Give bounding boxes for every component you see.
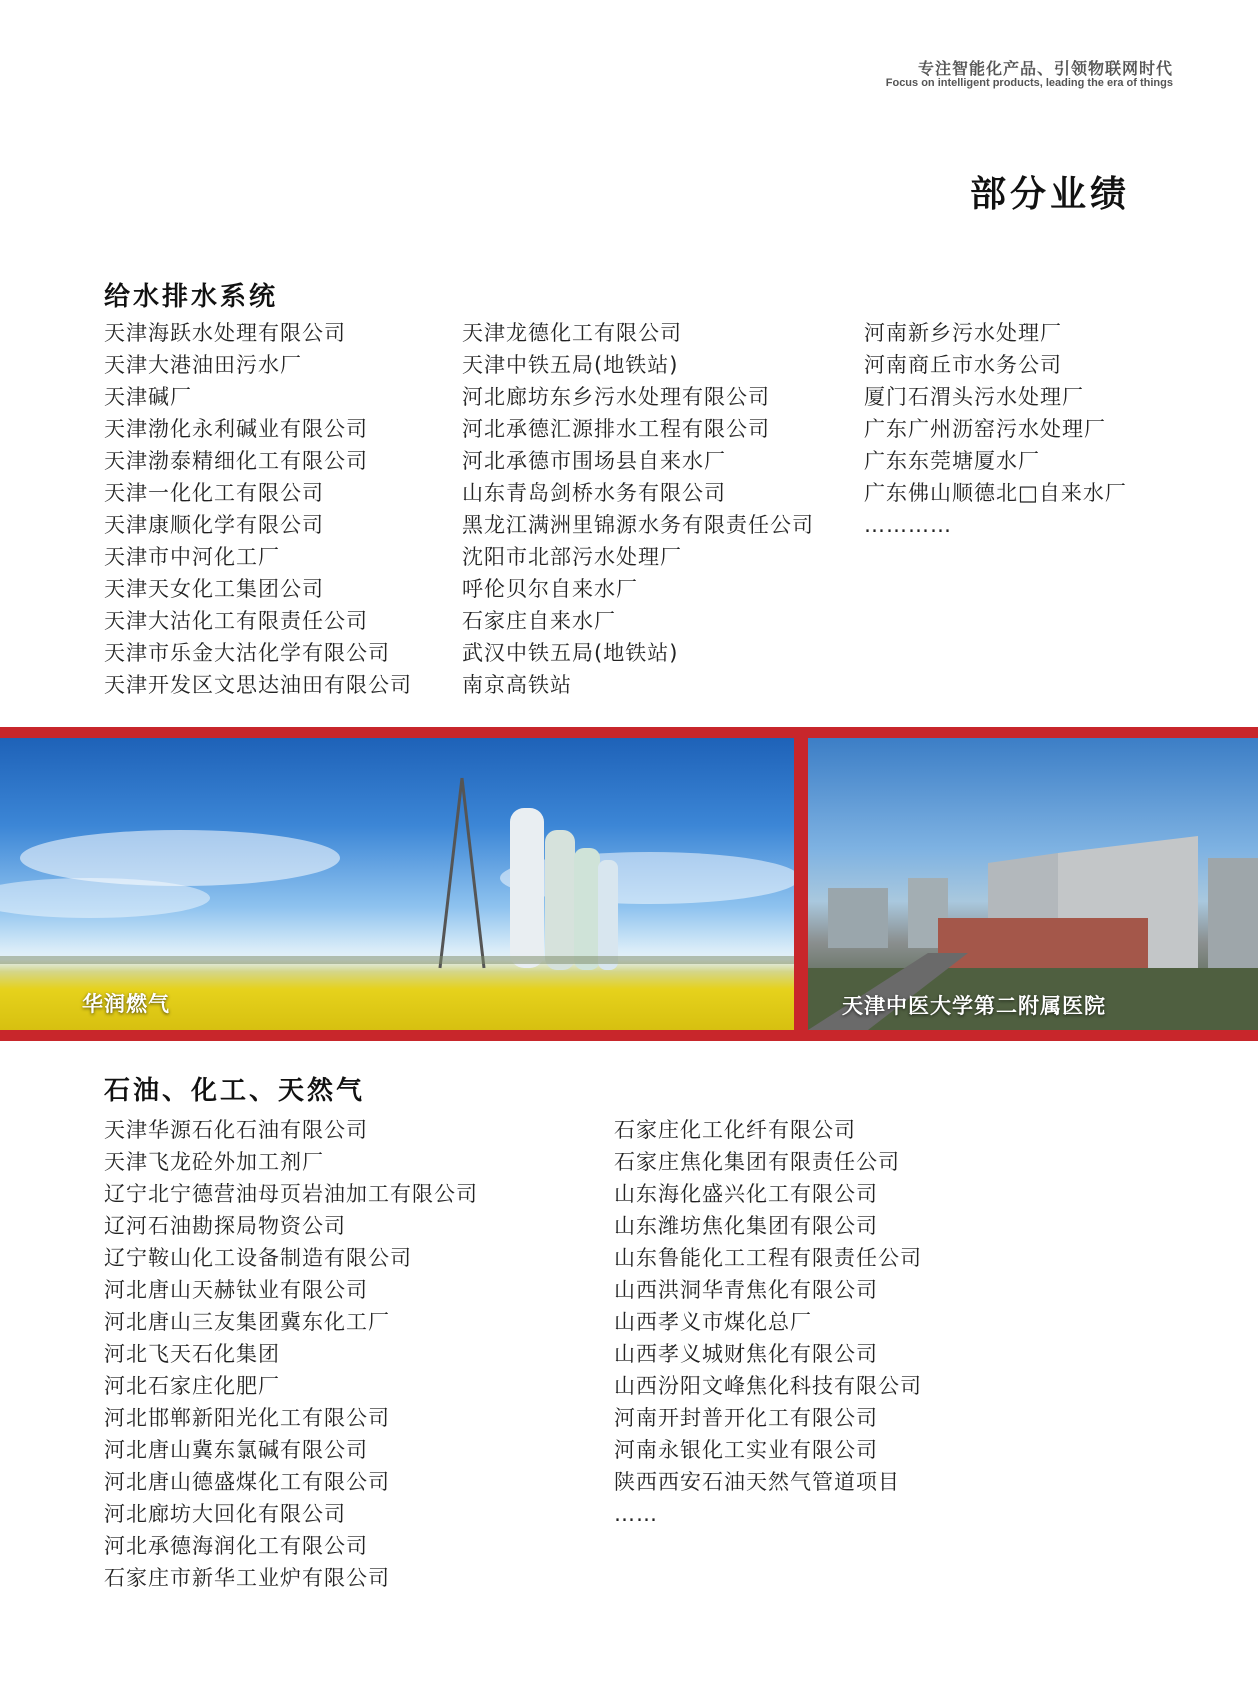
list-item: 天津市中河化工厂	[104, 545, 280, 569]
list-item: 广东东莞塘厦水厂	[864, 449, 1040, 473]
list-item: ……	[614, 1502, 658, 1526]
list-item: 石家庄市新华工业炉有限公司	[104, 1566, 390, 1590]
list-item: 沈阳市北部污水处理厂	[462, 545, 682, 569]
tagline-en: Focus on intelligent products, leading the era of things	[885, 77, 1173, 89]
list-item: 河南商丘市水务公司	[864, 353, 1062, 377]
list-item: 河南开封普开化工有限公司	[614, 1406, 878, 1430]
water-list-col1	[104, 317, 412, 701]
list-item: 河北廊坊大回化有限公司	[104, 1502, 346, 1526]
list-item: 天津华源石化石油有限公司	[104, 1118, 368, 1142]
list-item: 河北唐山冀东氯碱有限公司	[104, 1438, 368, 1462]
photo-band	[0, 727, 1258, 1041]
list-item: …………	[864, 513, 952, 537]
list-item: 河北承德汇源排水工程有限公司	[462, 417, 770, 441]
list-item: 山东青岛剑桥水务有限公司	[462, 481, 726, 505]
list-item: 河北唐山天赫钛业有限公司	[104, 1278, 368, 1302]
hospital-photo	[808, 738, 1258, 1030]
list-item: 天津开发区文思达油田有限公司	[104, 673, 412, 697]
list-item: 辽宁鞍山化工设备制造有限公司	[104, 1246, 412, 1270]
list-item: 河北廊坊东乡污水处理有限公司	[462, 385, 770, 409]
list-item: 河北唐山德盛煤化工有限公司	[104, 1470, 390, 1494]
petro-list-col2	[614, 1114, 922, 1530]
list-item: 天津中铁五局(地铁站)	[462, 353, 679, 377]
list-item: 呼伦贝尔自来水厂	[462, 577, 638, 601]
list-item: 黑龙江满洲里锦源水务有限责任公司	[462, 513, 814, 537]
list-item: 广东广州沥窑污水处理厂	[864, 417, 1106, 441]
list-item: 天津碱厂	[104, 385, 192, 409]
list-item: 山西汾阳文峰焦化科技有限公司	[614, 1374, 922, 1398]
list-item: 河北飞天石化集团	[104, 1342, 280, 1366]
page-title: 部分业绩	[969, 173, 1130, 215]
list-item: 河南新乡污水处理厂	[864, 321, 1062, 345]
list-item: 河北唐山三友集团冀东化工厂	[104, 1310, 390, 1334]
list-item: 武汉中铁五局(地铁站)	[462, 641, 679, 665]
list-item: 广东佛山顺德北□自来水厂	[864, 481, 1127, 505]
list-item: 山西洪洞华青焦化有限公司	[614, 1278, 878, 1302]
list-item: 山东鲁能化工工程有限责任公司	[614, 1246, 922, 1270]
list-item: 厦门石渭头污水处理厂	[864, 385, 1084, 409]
list-item: 陕西西安石油天然气管道项目	[614, 1470, 900, 1494]
gas-plant-photo	[0, 738, 794, 1030]
section-title-petro: 石油、化工、天然气	[104, 1076, 366, 1106]
list-item: 河北承德海润化工有限公司	[104, 1534, 368, 1558]
list-item: 天津天女化工集团公司	[104, 577, 324, 601]
list-item: 石家庄化工化纤有限公司	[614, 1118, 856, 1142]
list-item: 山东潍坊焦化集团有限公司	[614, 1214, 878, 1238]
list-item: 石家庄自来水厂	[462, 609, 616, 633]
section-title-water: 给水排水系统	[104, 282, 279, 312]
water-list-col2	[462, 317, 814, 701]
list-item: 天津渤泰精细化工有限公司	[104, 449, 368, 473]
list-item: 天津渤化永利碱业有限公司	[104, 417, 368, 441]
list-item: 天津龙德化工有限公司	[462, 321, 682, 345]
list-item: 山西孝义市煤化总厂	[614, 1310, 812, 1334]
hospital-caption: 天津中医大学第二附属医院	[842, 994, 1106, 1018]
list-item: 辽宁北宁德营油母页岩油加工有限公司	[104, 1182, 478, 1206]
list-item: 天津一化化工有限公司	[104, 481, 324, 505]
list-item: 山东海化盛兴化工有限公司	[614, 1182, 878, 1206]
list-item: 南京高铁站	[462, 673, 572, 697]
petro-list-col1	[104, 1114, 478, 1594]
list-item: 天津海跃水处理有限公司	[104, 321, 346, 345]
list-item: 河北邯郸新阳光化工有限公司	[104, 1406, 390, 1430]
water-list-col3	[864, 317, 1127, 541]
list-item: 天津飞龙砼外加工剂厂	[104, 1150, 324, 1174]
list-item: 河北承德市围场县自来水厂	[462, 449, 726, 473]
list-item: 山西孝义城财焦化有限公司	[614, 1342, 878, 1366]
list-item: 天津市乐金大沽化学有限公司	[104, 641, 390, 665]
tagline-cn: 专注智能化产品、引领物联网时代	[917, 59, 1173, 78]
list-item: 河南永银化工实业有限公司	[614, 1438, 878, 1462]
list-item: 天津大沽化工有限责任公司	[104, 609, 368, 633]
list-item: 天津大港油田污水厂	[104, 353, 302, 377]
list-item: 石家庄焦化集团有限责任公司	[614, 1150, 900, 1174]
gas-plant-caption: 华润燃气	[82, 992, 170, 1016]
list-item: 辽河石油勘探局物资公司	[104, 1214, 346, 1238]
list-item: 河北石家庄化肥厂	[104, 1374, 280, 1398]
list-item: 天津康顺化学有限公司	[104, 513, 324, 537]
